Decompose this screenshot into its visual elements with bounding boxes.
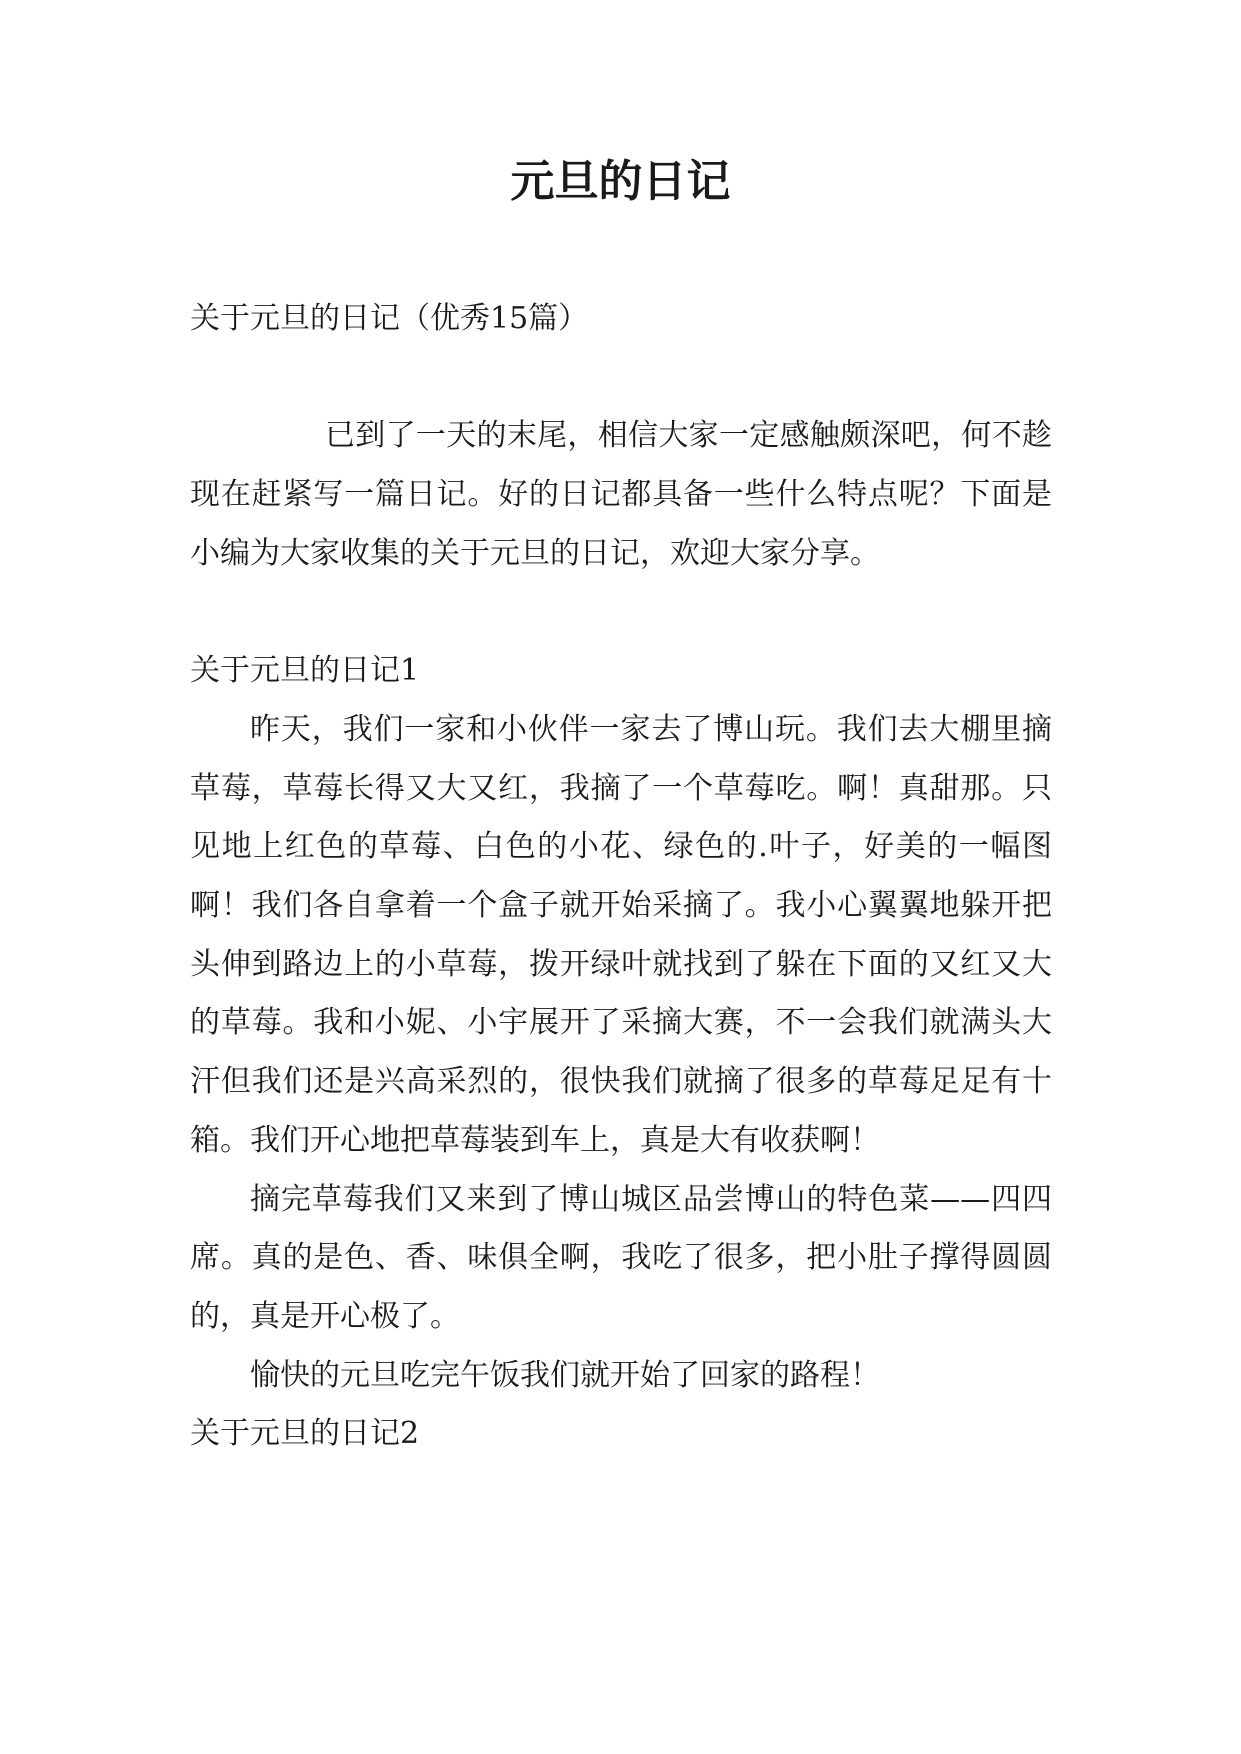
document-body xyxy=(190,290,1052,1464)
intro-paragraph: 已到了一天的末尾，相信大家一定感触颇深吧，何不趁现在赶紧写一篇日记。好的日记都具备一些什么特点呢？下面是小编为大家收集的关于元旦的日记，欢迎大家分享。 xyxy=(190,418,1052,571)
document-subtitle: 关于元旦的日记（优秀15篇） xyxy=(190,301,589,336)
body-paragraph: 摘完草莓我们又来到了博山城区品尝博山的特色菜——四四席。真的是色、香、味俱全啊，我吃了很多，把小肚子撑得圆圆的，真是开心极了。 xyxy=(190,1181,1052,1334)
body-paragraph: 昨天，我们一家和小伙伴一家去了博山玩。我们去大棚里摘草莓，草莓长得又大又红，我摘了一个草莓吃。啊！真甜那。只见地上红色的草莓、白色的小花、绿色的.叶子，好美的一幅图啊！我们各自拿着一个盒子就开始采摘了。我小心翼翼地躲开把头伸到路边上的小草莓，拨开绿叶就找到了躲在下面的又红又大的草莓。我和小妮、小宇展开了采摘大赛，不一会我们就满头大汗但我们还是兴高采烈的，很快我们就摘了很多的草莓足足有十箱。我们开心地把草莓装到车上，真是大有收获啊！ xyxy=(190,711,1052,1158)
body-paragraph: 愉快的元旦吃完午饭我们就开始了回家的路程！ xyxy=(250,1357,880,1393)
section-heading: 关于元旦的日记2 xyxy=(190,1416,420,1452)
section-heading: 关于元旦的日记1 xyxy=(190,653,420,689)
document-title: 元旦的日记 xyxy=(510,156,731,207)
